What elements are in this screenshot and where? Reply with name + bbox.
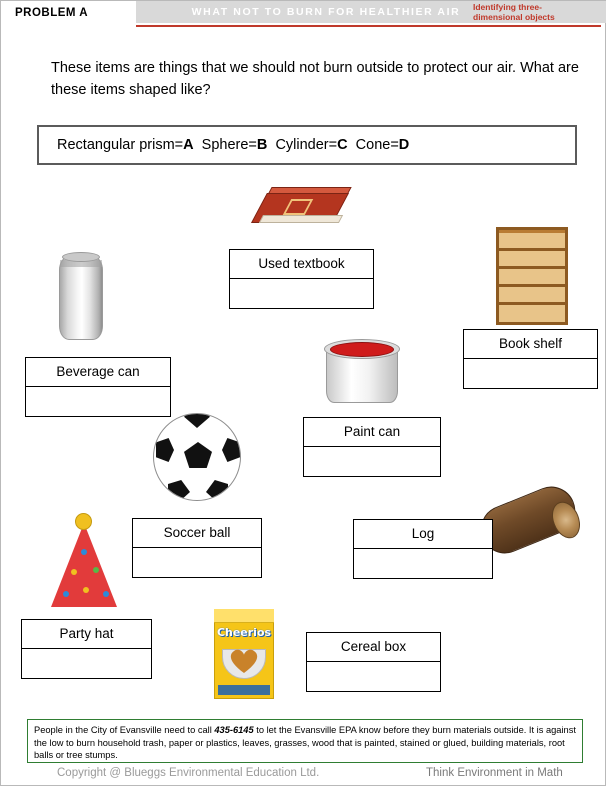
item-label-party-hat: Party hat bbox=[21, 619, 152, 649]
party-hat-image bbox=[51, 523, 123, 615]
footer-notice-text bbox=[34, 724, 578, 762]
soccer-ball-sphere bbox=[153, 413, 241, 501]
item-paint-can bbox=[303, 417, 441, 477]
party-hat-dot-4 bbox=[63, 591, 69, 597]
legend-name-2: Cylinder= bbox=[275, 137, 338, 153]
item-soccer-ball bbox=[132, 518, 262, 578]
party-hat-dot-2 bbox=[71, 569, 77, 575]
footer-notice-pre: People in the City of Evansville need to call bbox=[34, 725, 215, 735]
answer-field-party-hat[interactable] bbox=[21, 649, 152, 679]
header-banner-title: WHAT NOT TO BURN FOR HEALTHIER AIR bbox=[191, 6, 461, 18]
answer-field-cereal-box[interactable] bbox=[306, 662, 441, 692]
bookshelf-frame bbox=[496, 227, 568, 325]
legend-code-3: D bbox=[398, 137, 410, 153]
soccer-panel-bottom-right bbox=[206, 480, 228, 500]
item-beverage-can bbox=[25, 357, 171, 417]
soccer-panel-center bbox=[184, 442, 212, 468]
legend-code-2: C bbox=[337, 137, 348, 153]
copyright-text: Copyright @ Blueggs Environmental Education Ltd. bbox=[57, 767, 320, 779]
topic-label bbox=[473, 2, 601, 22]
item-label-log: Log bbox=[353, 519, 493, 549]
legend-content bbox=[57, 137, 409, 153]
legend-name-1: Sphere= bbox=[201, 137, 257, 153]
party-hat-dot-1 bbox=[81, 549, 87, 555]
footer-phone-number: 435-6145 bbox=[214, 725, 254, 735]
legend-code-0: A bbox=[183, 137, 194, 153]
party-hat-pompom bbox=[75, 513, 92, 530]
shape-code-legend bbox=[37, 125, 577, 165]
footer-notice-box bbox=[27, 719, 583, 763]
legend-name-0: Rectangular prism= bbox=[57, 137, 184, 153]
answer-field-log[interactable] bbox=[353, 549, 493, 579]
footer-tagline: Think Environment in Math bbox=[426, 767, 563, 779]
item-label-paint-can: Paint can bbox=[303, 417, 441, 447]
page-header bbox=[1, 1, 606, 31]
item-book-shelf bbox=[463, 329, 598, 389]
log-image bbox=[479, 496, 583, 558]
topic-line-2: dimensional objects bbox=[473, 12, 555, 22]
footer-notice-post: to let the Evansville EPA know before they burn materials outside. It is against the low to burn household trash, paper or plastics, leaves, grasses, wood that is painted, stained or glued, building materials, root balls or tree stumps. bbox=[34, 725, 576, 760]
answer-field-beverage-can[interactable] bbox=[25, 387, 171, 417]
answer-field-soccer-ball[interactable] bbox=[132, 548, 262, 578]
party-hat-dot-3 bbox=[93, 567, 99, 573]
topic-line-1: Identifying three- bbox=[473, 2, 542, 12]
answer-field-paint-can[interactable] bbox=[303, 447, 441, 477]
soccer-panel-top bbox=[184, 413, 210, 428]
legend-name-3: Cone= bbox=[355, 137, 399, 153]
header-divider bbox=[136, 25, 601, 27]
soda-can-lid bbox=[62, 252, 100, 262]
item-label-used-textbook: Used textbook bbox=[229, 249, 374, 279]
instructions-text: These items are things that we should not burn outside to protect our air. What are these items shaped like? bbox=[51, 60, 579, 98]
cereal-brand-name: Cheerios bbox=[216, 626, 272, 639]
soccer-panel-bottom-left bbox=[168, 480, 190, 500]
item-label-book-shelf: Book shelf bbox=[463, 329, 598, 359]
textbook-image bbox=[253, 185, 363, 237]
cereal-bottom-strip bbox=[218, 685, 270, 695]
answer-field-book-shelf[interactable] bbox=[463, 359, 598, 389]
soccer-ball-image bbox=[153, 413, 243, 503]
cereal-box-image bbox=[214, 609, 276, 701]
cereal-box-top-flap bbox=[214, 609, 274, 623]
soda-can-body bbox=[59, 256, 103, 340]
soccer-panel-right bbox=[222, 438, 240, 462]
soda-can-image bbox=[59, 256, 105, 346]
legend-code-1: B bbox=[256, 137, 268, 153]
answer-field-used-textbook[interactable] bbox=[229, 279, 374, 309]
party-hat-dot-6 bbox=[103, 591, 109, 597]
item-log bbox=[353, 519, 493, 579]
party-hat-dot-5 bbox=[83, 587, 89, 593]
problem-label: PROBLEM A bbox=[15, 7, 89, 19]
item-cereal-box bbox=[306, 632, 441, 692]
item-label-soccer-ball: Soccer ball bbox=[132, 518, 262, 548]
paint-can-image bbox=[326, 333, 402, 409]
soccer-panel-left bbox=[156, 438, 174, 462]
item-used-textbook bbox=[229, 249, 374, 309]
item-party-hat bbox=[21, 619, 152, 679]
item-label-cereal-box: Cereal box bbox=[306, 632, 441, 662]
item-label-beverage-can: Beverage can bbox=[25, 357, 171, 387]
bookshelf-image bbox=[496, 227, 568, 325]
textbook-pages bbox=[259, 215, 343, 223]
paint-can-contents bbox=[330, 342, 394, 357]
